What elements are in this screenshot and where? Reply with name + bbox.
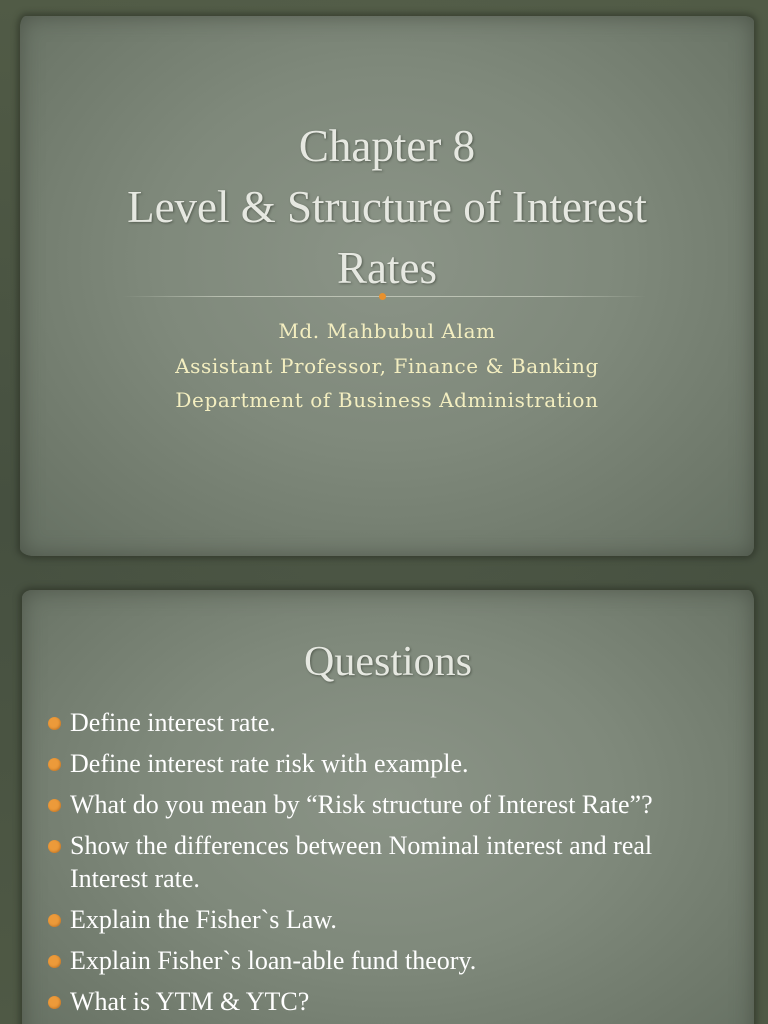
question-text: What do you mean by “Risk structure of Interest Rate”? <box>70 790 653 819</box>
question-text: What is YTM & YTC? <box>70 987 310 1016</box>
question-item <box>48 985 718 1018</box>
question-item <box>48 903 718 936</box>
author-department: Department of Business Administration <box>175 388 599 412</box>
bullet-icon <box>48 840 61 853</box>
question-item <box>48 788 718 821</box>
questions-list <box>48 706 718 1024</box>
author-position: Assistant Professor, Finance & Banking <box>175 353 599 378</box>
question-item <box>48 747 718 780</box>
bullet-icon <box>48 717 61 730</box>
title-line-topic: Level & Structure of Interest <box>127 182 647 232</box>
slide-title <box>20 116 754 299</box>
bullet-icon <box>48 955 61 968</box>
question-item <box>48 706 718 739</box>
bullet-icon <box>48 799 61 812</box>
question-text: Explain Fisher`s loan-able fund theory. <box>70 946 477 975</box>
divider-dot-icon <box>379 293 386 300</box>
title-slide <box>20 16 754 556</box>
questions-slide <box>22 590 754 1024</box>
bullet-icon <box>48 996 61 1009</box>
author-info <box>20 314 754 418</box>
bullet-icon <box>48 758 61 771</box>
question-text: Explain the Fisher`s Law. <box>70 905 337 934</box>
author-name: Md. Mahbubul Alam <box>278 319 496 343</box>
bullet-icon <box>48 914 61 927</box>
question-item <box>48 944 718 977</box>
question-text: Show the differences between Nominal interest and real Interest rate. <box>70 831 653 893</box>
questions-heading: Questions <box>304 639 472 685</box>
question-item <box>48 829 718 895</box>
title-line-topic-cont: Rates <box>337 243 437 293</box>
question-text: Define interest rate risk with example. <box>70 749 469 778</box>
question-text: Define interest rate. <box>70 708 276 737</box>
title-line-chapter: Chapter 8 <box>298 121 476 171</box>
